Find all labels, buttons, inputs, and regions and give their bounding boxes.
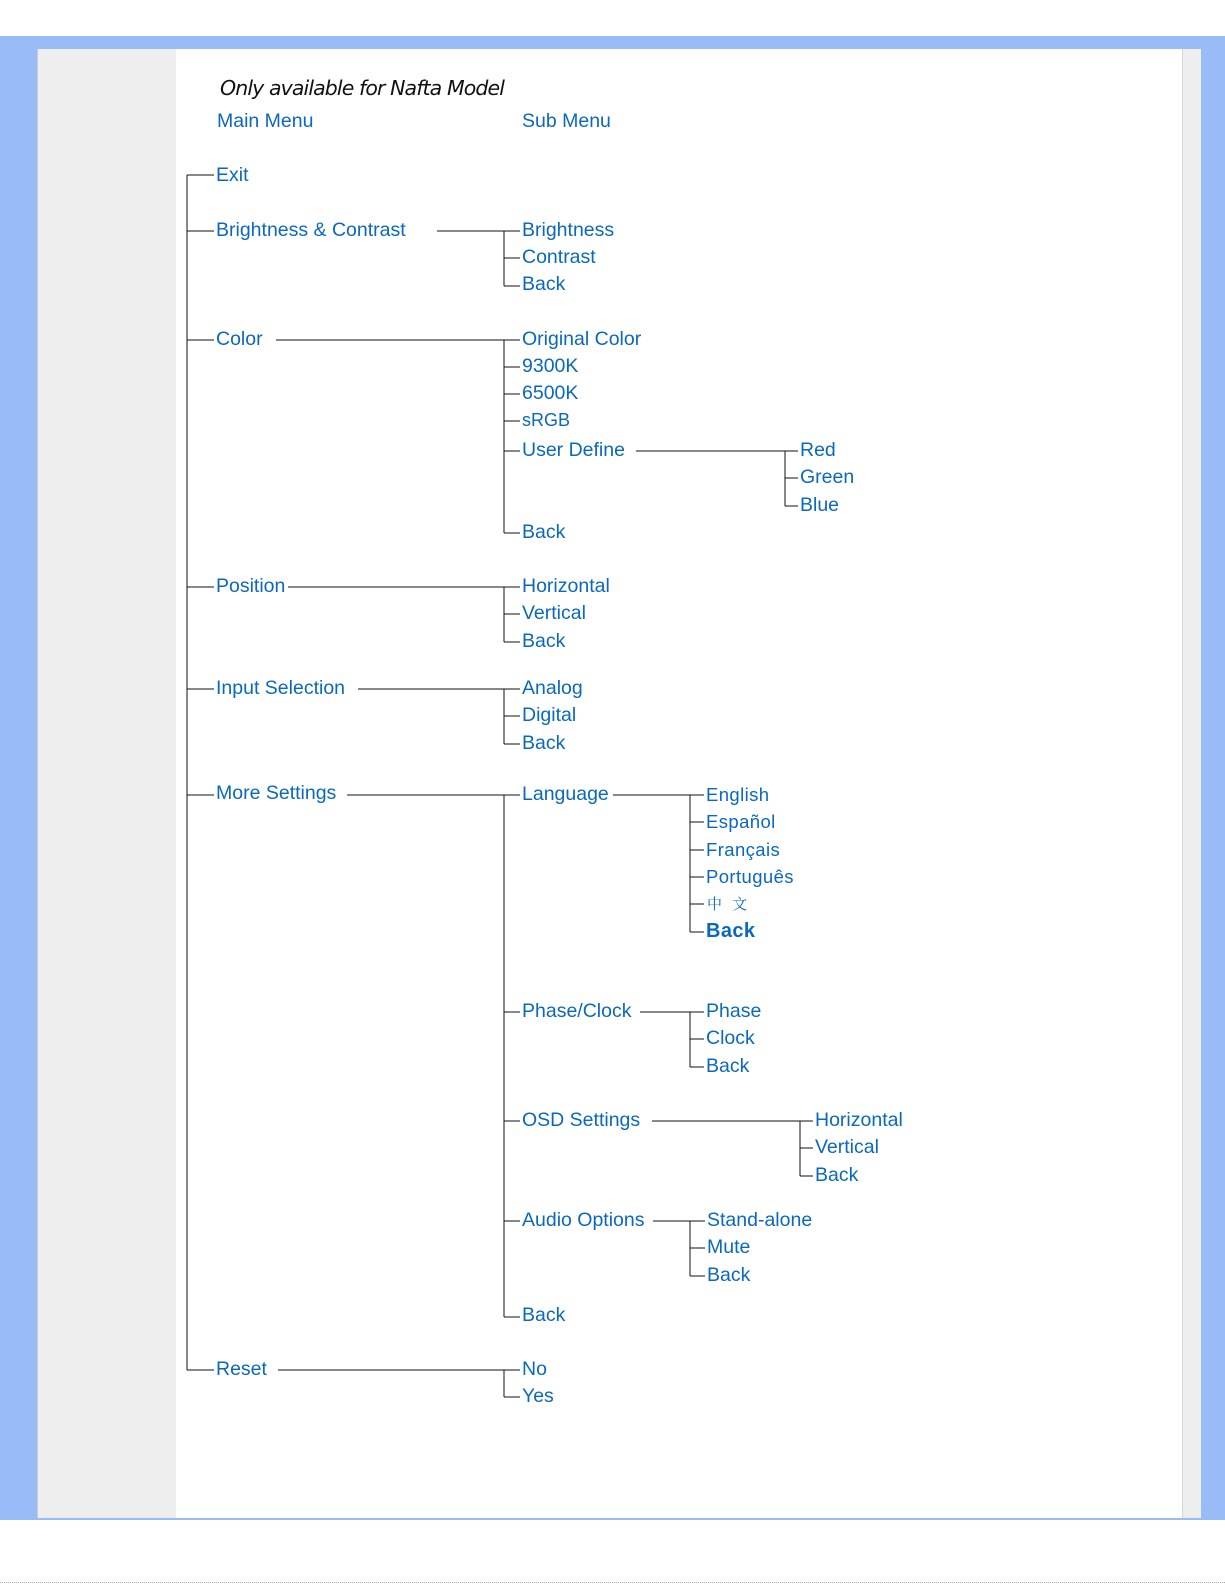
submenu-item-osd-settings: OSD Settings	[522, 1109, 641, 1131]
submenu-item-original-color: Original Color	[522, 328, 642, 350]
submenu-item-phase-clock: Phase/Clock	[522, 1000, 632, 1022]
reset-item-yes: Yes	[522, 1385, 554, 1407]
reset-item-no: No	[522, 1358, 547, 1380]
menu-item-input-selection: Input Selection	[216, 677, 346, 699]
submenu-item-user-define: User Define	[522, 439, 625, 461]
submenu-item-language: Language	[522, 783, 609, 805]
sub-menu-header: Sub Menu	[522, 110, 611, 132]
submenu-item-green: Green	[800, 466, 855, 488]
submenu-item-back: Back	[522, 630, 566, 652]
submenu-item-6500k: 6500K	[522, 382, 579, 404]
model-note: Only available for Nafta Model	[220, 76, 505, 100]
audio-item-stand-alone: Stand-alone	[707, 1209, 813, 1231]
submenu-item-back: Back	[522, 1304, 566, 1326]
menu-item-color: Color	[216, 328, 263, 350]
language-item-chinese: 中 文	[707, 896, 751, 913]
submenu-item-red: Red	[800, 439, 836, 461]
language-item-francais: Français	[706, 839, 781, 860]
menu-item-brightness-contrast: Brightness & Contrast	[216, 219, 406, 241]
osd-item-back: Back	[815, 1164, 859, 1186]
submenu-item-vertical: Vertical	[522, 602, 586, 624]
phase-clock-item-back: Back	[706, 1055, 750, 1077]
submenu-item-blue: Blue	[800, 494, 840, 516]
phase-clock-item-clock: Clock	[706, 1027, 755, 1049]
menu-item-exit: Exit	[216, 164, 249, 186]
submenu-item-back: Back	[522, 521, 566, 543]
submenu-item-back: Back	[522, 732, 566, 754]
language-item-espanol: Español	[706, 811, 776, 832]
menu-item-position: Position	[216, 575, 286, 597]
audio-item-mute: Mute	[707, 1236, 751, 1258]
submenu-item-analog: Analog	[522, 677, 583, 699]
language-item-back: Back	[706, 920, 756, 942]
phase-clock-item-phase: Phase	[706, 1000, 762, 1022]
menu-item-reset: Reset	[216, 1358, 267, 1380]
language-item-portugues: Português	[706, 866, 794, 887]
audio-item-back: Back	[707, 1264, 751, 1286]
menu-item-more-settings: More Settings	[216, 782, 337, 804]
osd-item-horizontal: Horizontal	[815, 1109, 903, 1131]
submenu-item-contrast: Contrast	[522, 246, 596, 268]
submenu-item-back: Back	[522, 273, 566, 295]
osd-item-vertical: Vertical	[815, 1136, 879, 1158]
submenu-item-audio-options: Audio Options	[522, 1209, 645, 1231]
main-menu-header: Main Menu	[217, 110, 314, 132]
submenu-item-9300k: 9300K	[522, 355, 579, 377]
submenu-item-srgb: sRGB	[522, 410, 571, 430]
submenu-item-horizontal: Horizontal	[522, 575, 610, 597]
submenu-item-brightness: Brightness	[522, 219, 615, 241]
language-item-english: English	[706, 784, 770, 805]
submenu-item-digital: Digital	[522, 704, 577, 726]
